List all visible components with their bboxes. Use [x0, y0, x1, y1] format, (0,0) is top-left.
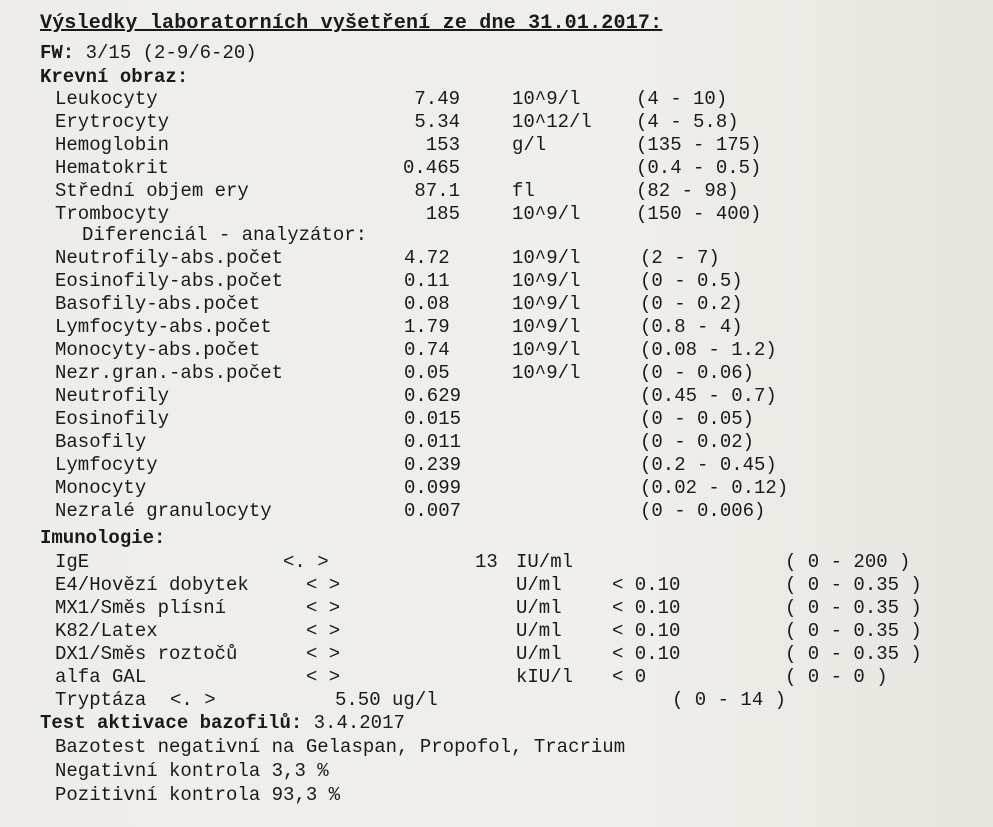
imunologie-flag: < > — [306, 574, 341, 596]
krevni-obraz-heading: Krevní obraz: — [40, 66, 189, 88]
lab-value: 0.11 — [404, 270, 450, 292]
imunologie-value: < 0.10 — [612, 620, 681, 642]
imunologie-value: < 0 — [612, 666, 647, 688]
lab-reference: (4 - 10) — [636, 88, 728, 110]
lab-reference: (82 - 98) — [636, 180, 739, 202]
lab-name: Lymfocyty — [55, 454, 158, 476]
lab-value: 0.74 — [404, 339, 450, 361]
lab-reference: (0 - 0.006) — [640, 500, 766, 522]
tryptaza-flag: <. > — [170, 689, 216, 711]
lab-row — [0, 88, 993, 112]
lab-reference: (135 - 175) — [636, 134, 762, 156]
lab-row — [0, 180, 993, 204]
imunologie-reference: ( 0 - 0 ) — [785, 666, 888, 688]
report-title: Výsledky laboratorních vyšetření ze dne 31.01.2017: — [40, 12, 663, 35]
imunologie-row — [0, 574, 993, 598]
lab-unit: 10^9/l — [512, 88, 581, 110]
lab-reference: (0.2 - 0.45) — [640, 454, 777, 476]
tryptaza-value: 5.50 ug/l — [335, 689, 438, 711]
lab-name: Nezr.gran.-abs.počet — [55, 362, 284, 384]
lab-reference: (4 - 5.8) — [636, 111, 739, 133]
lab-row — [0, 339, 993, 363]
imunologie-name: IgE — [55, 551, 90, 573]
lab-reference: (2 - 7) — [640, 247, 720, 269]
imunologie-name: DX1/Směs roztočů — [55, 643, 238, 665]
imunologie-name: MX1/Směs plísní — [55, 597, 227, 619]
lab-unit: 10^9/l — [512, 270, 581, 292]
imunologie-value: < 0.10 — [612, 643, 681, 665]
imunologie-reference: ( 0 - 0.35 ) — [785, 643, 922, 665]
lab-value: 87.1 — [414, 180, 460, 202]
lab-row — [0, 134, 993, 158]
lab-reference: (0.02 - 0.12) — [640, 477, 789, 499]
lab-name: Trombocyty — [55, 203, 170, 225]
lab-value: 0.08 — [404, 293, 450, 315]
lab-unit: g/l — [512, 134, 547, 156]
bazofily-date: 3.4.2017 — [313, 712, 405, 734]
imunologie-unit: U/ml — [516, 643, 562, 665]
lab-value: 0.099 — [404, 477, 462, 499]
lab-name: Basofily-abs.počet — [55, 293, 261, 315]
lab-row — [0, 293, 993, 317]
imunologie-reference: ( 0 - 0.35 ) — [785, 574, 922, 596]
imunologie-unit: U/ml — [516, 620, 562, 642]
lab-reference: (0.4 - 0.5) — [636, 157, 762, 179]
diferencial-subheading: Diferenciál - analyzátor: — [82, 224, 368, 246]
lab-unit: 10^9/l — [512, 203, 581, 225]
imunologie-number: 13 — [475, 551, 498, 573]
imunologie-reference: ( 0 - 0.35 ) — [785, 597, 922, 619]
lab-unit: 10^12/l — [512, 111, 592, 133]
lab-row — [0, 385, 993, 409]
lab-row — [0, 500, 993, 524]
bazotest-line: Bazotest negativní na Gelaspan, Propofol, Tracrium — [55, 736, 626, 758]
lab-row — [0, 431, 993, 455]
lab-unit: 10^9/l — [512, 362, 581, 384]
imunologie-flag: < > — [306, 666, 341, 688]
lab-unit: 10^9/l — [512, 247, 581, 269]
lab-value: 0.629 — [404, 385, 462, 407]
lab-name: Monocyty — [55, 477, 147, 499]
lab-name: Erytrocyty — [55, 111, 170, 133]
imunologie-flag: < > — [306, 597, 341, 619]
lab-name: Střední objem ery — [55, 180, 249, 202]
lab-reference: (0.8 - 4) — [640, 316, 743, 338]
imunologie-unit: U/ml — [516, 574, 562, 596]
imunologie-unit: kIU/l — [516, 666, 574, 688]
imunologie-flag: <. > — [283, 551, 329, 573]
tryptaza-row — [0, 689, 993, 713]
tryptaza-name: Tryptáza — [55, 689, 147, 711]
lab-name: Hemoglobin — [55, 134, 170, 156]
imunologie-flag: < > — [306, 620, 341, 642]
imunologie-reference: ( 0 - 200 ) — [785, 551, 911, 573]
lab-unit: fl — [512, 180, 535, 202]
lab-reference: (0 - 0.02) — [640, 431, 755, 453]
lab-reference: (0 - 0.06) — [640, 362, 755, 384]
lab-row — [0, 362, 993, 386]
lab-name: Eosinofily-abs.počet — [55, 270, 284, 292]
lab-value: 4.72 — [404, 247, 450, 269]
imunologie-row — [0, 643, 993, 667]
imunologie-unit: U/ml — [516, 597, 562, 619]
imunologie-name: alfa GAL — [55, 666, 147, 688]
lab-name: Basofily — [55, 431, 147, 453]
lab-unit: 10^9/l — [512, 339, 581, 361]
lab-reference: (0 - 0.2) — [640, 293, 743, 315]
imunologie-value: < 0.10 — [612, 597, 681, 619]
imunologie-row — [0, 597, 993, 621]
lab-name: Monocyty-abs.počet — [55, 339, 261, 361]
lab-value: 0.05 — [404, 362, 450, 384]
lab-name: Neutrofily-abs.počet — [55, 247, 284, 269]
lab-name: Leukocyty — [55, 88, 158, 110]
lab-value: 7.49 — [414, 88, 460, 110]
fw-line — [40, 42, 257, 64]
tryptaza-ref: ( 0 - 14 ) — [672, 689, 787, 711]
pozitivni-kontrola-line: Pozitivní kontrola 93,3 % — [55, 784, 341, 806]
bazofily-line — [40, 712, 405, 734]
lab-name: Hematokrit — [55, 157, 170, 179]
lab-row — [0, 270, 993, 294]
lab-reference: (0 - 0.5) — [640, 270, 743, 292]
lab-value: 0.007 — [404, 500, 462, 522]
lab-row — [0, 408, 993, 432]
lab-value: 153 — [425, 134, 460, 156]
lab-row — [0, 477, 993, 501]
lab-unit: 10^9/l — [512, 293, 581, 315]
imunologie-name: E4/Hovězí dobytek — [55, 574, 249, 596]
lab-row — [0, 157, 993, 181]
lab-reference: (0 - 0.05) — [640, 408, 755, 430]
lab-value: 0.465 — [402, 157, 460, 179]
lab-reference: (150 - 400) — [636, 203, 762, 225]
lab-reference: (0.08 - 1.2) — [640, 339, 777, 361]
lab-value: 5.34 — [414, 111, 460, 133]
lab-name: Lymfocyty-abs.počet — [55, 316, 272, 338]
lab-row — [0, 454, 993, 478]
lab-value: 185 — [425, 203, 460, 225]
negativni-kontrola-line: Negativní kontrola 3,3 % — [55, 760, 329, 782]
imunologie-reference: ( 0 - 0.35 ) — [785, 620, 922, 642]
imunologie-row — [0, 620, 993, 644]
lab-value: 0.011 — [404, 431, 462, 453]
lab-name: Eosinofily — [55, 408, 170, 430]
lab-value: 0.015 — [404, 408, 462, 430]
lab-row — [0, 247, 993, 271]
imunologie-flag: < > — [306, 643, 341, 665]
lab-value: 0.239 — [404, 454, 462, 476]
imunologie-value: < 0.10 — [612, 574, 681, 596]
lab-name: Nezralé granulocyty — [55, 500, 272, 522]
lab-row — [0, 111, 993, 135]
imunologie-name: K82/Latex — [55, 620, 158, 642]
fw-value: 3/15 (2-9/6-20) — [85, 42, 257, 64]
lab-name: Neutrofily — [55, 385, 170, 407]
lab-value: 1.79 — [404, 316, 450, 338]
imunologie-heading: Imunologie: — [40, 527, 166, 549]
lab-reference: (0.45 - 0.7) — [640, 385, 777, 407]
imunologie-row — [0, 666, 993, 690]
fw-label: FW: — [40, 42, 75, 64]
imunologie-row — [0, 551, 993, 575]
lab-row — [0, 316, 993, 340]
imunologie-unit: IU/ml — [516, 551, 574, 573]
bazofily-heading: Test aktivace bazofilů: — [40, 712, 303, 734]
lab-unit: 10^9/l — [512, 316, 581, 338]
